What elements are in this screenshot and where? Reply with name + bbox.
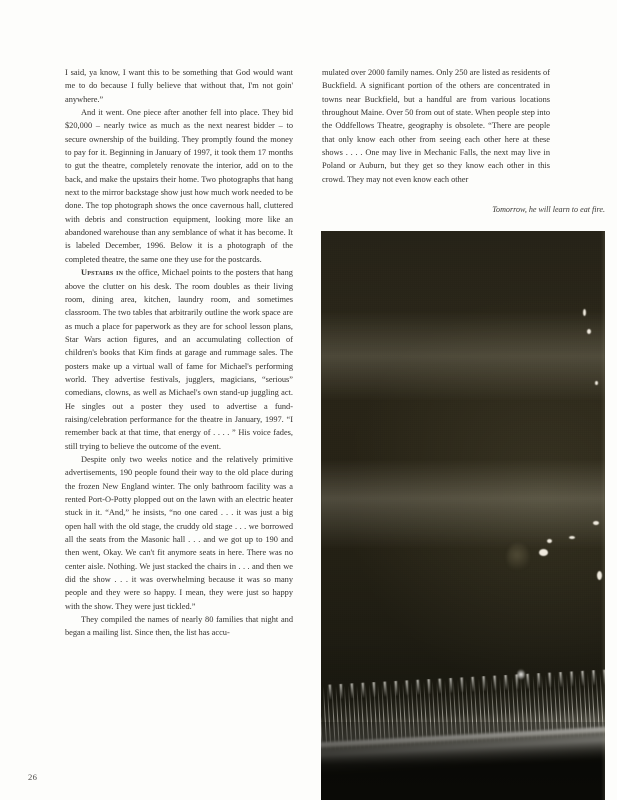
photo-highlight-spark: [587, 329, 591, 334]
body-text-column-right: [322, 66, 550, 186]
photo-caption: Tomorrow, he will learn to eat fire.: [492, 205, 605, 214]
photo-highlight-spark: [593, 521, 599, 525]
photo-highlight-spark: [539, 549, 548, 556]
page-number: 26: [28, 772, 38, 782]
paragraph: And it went. One piece after another fell into place. They bid $20,000 – nearly twice as much as the next nearest bidder – to secure ownership of the building. They promptly found the money to pay for it. Beginning in January of 1997, it took them 17 months to gut the theatre, completely renovate the interior, add on to the back, and make the upstairs their home. Two photographs that hang next to the mirror backstage show just how much work needed to be done. The top photograph shows the once cavernous hall, cluttered with debris and construction equipment, looking more like an abandoned warehouse than any semblance of what it has become. It is labeled December, 1996. Below it is a photograph of the completed theatre, the same one they use for the postcards.: [65, 108, 294, 264]
photo-right-edge-highlight: [601, 231, 605, 800]
paragraph: They compiled the names of nearly 80 families that night and began a mailing list. Since then, the list has accu-: [65, 615, 293, 638]
paragraph-with-lead-in: [65, 266, 293, 453]
photo-dark-foreground: [321, 722, 605, 800]
photo-highlight-spark: [569, 536, 575, 539]
small-caps-lead-in: Upstairs in: [81, 268, 124, 278]
photo-bright-blob: [517, 669, 525, 680]
photo-highlight-spark: [583, 309, 586, 316]
paragraph: mulated over 2000 family names. Only 250 are listed as residents of Buckfield. A significant portion of the others are concentrated in towns near Buckfield, but a handful are from various locations throughout Maine. Over 50 from out of state. When people step into the Oddfellows Theatre, geography is obsolete. “There are people that only know each other from seeing each other here at these shows . . . . One may live in Mechanic Falls, the next may live in Poland or Auburn, but they get so they know each other in this crowd. They may not even know each other: [322, 68, 550, 184]
photo-highlight-spark: [595, 381, 598, 385]
photograph: [321, 231, 605, 800]
paragraph: I said, ya know, I want this to be something that God would want me to do because I fully believe that without that, I'm not goin' anywhere.”: [65, 68, 293, 104]
photo-highlight-spark: [547, 539, 552, 543]
paragraph-body: the office, Michael points to the posters that hang above the clutter on his desk. The room doubles as their living room, dining area, kitchen, laundry room, and sometimes classroom. The two tables that arbitrarily outline the work space are as much a place for paperwork as they are for school lesson plans, Star Wars action figures, and an accumulating collection of children's books that Kim finds at garage and rummage sales. The posters make up a virtual wall of fame for Michael's performing world. They advertise festivals, jugglers, magicians, “serious” comedians, clowns, as well as Michael's own stand-up juggling act. He singles out a poster they used to advertise a fund-raising/celebration performance for the theatre in January, 1997. “I remember back at that time, that energy of . . . . ” His voice fades, still trying to believe the outcome of the event.: [65, 268, 293, 451]
paragraph: Despite only two weeks notice and the relatively primitive advertisements, 190 people found their way to the old place during the frozen New England winter. The only bathroom facility was a rented Port-O-Potty plopped out on the lawn with an electric heater stuck in it. “And,” he insists, “no one cared . . . it was just a big open hall with the old stage, the cruddy old stage . . . we borrowed all the seats from the Masonic hall . . . and we got up to 190 and then went, Okay. We can't fit anymore seats in here. There was no center aisle. Nothing. We just stacked the chairs in . . . and then we did the show . . . it was overwhelming because it was so many people and they were so happy. I mean, they were just so happy with the show. They were just tickled.”: [65, 454, 293, 611]
body-text-column-left: [65, 66, 293, 640]
photo-dim-shape: [507, 543, 529, 573]
